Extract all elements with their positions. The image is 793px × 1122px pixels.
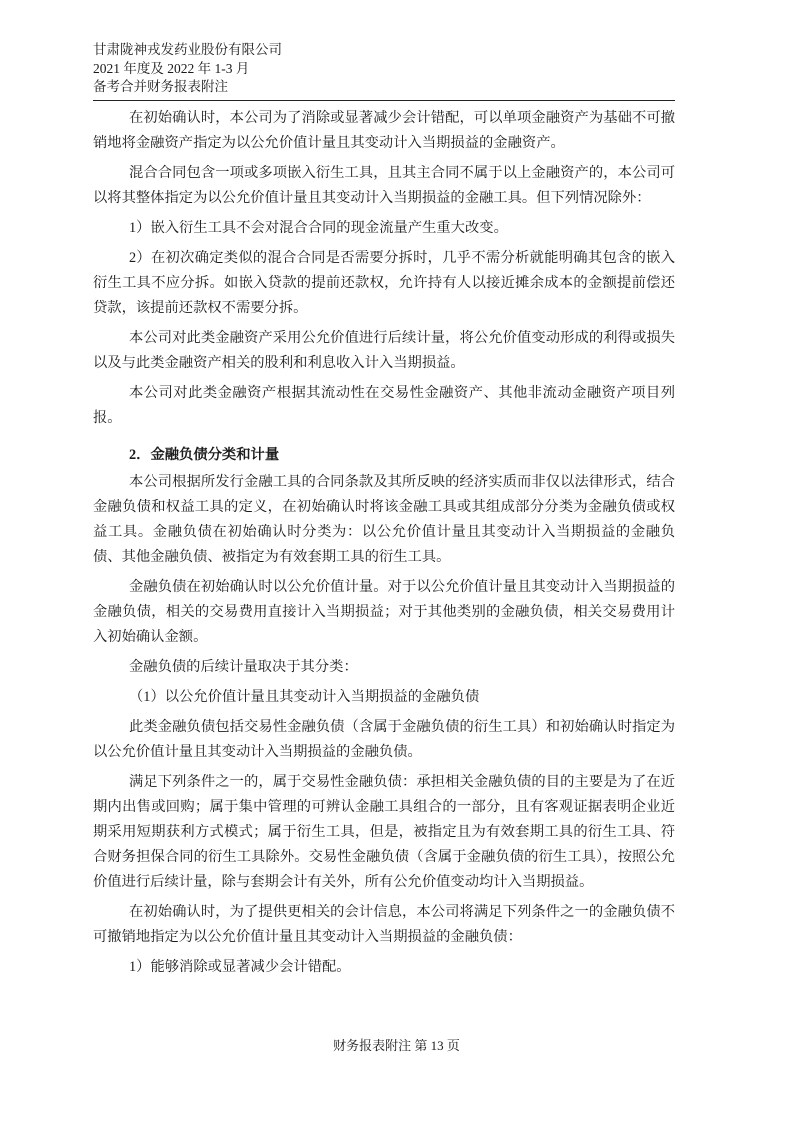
paragraph-fair-value-subsequent-measurement: 本公司对此类金融资产采用公允价值进行后续计量，将公允价值变动形成的利得或损失以及与此类金融资产相关的股利和利息收入计入当期损益。 [93, 330, 675, 371]
page-header [93, 41, 675, 101]
paragraph-hybrid-contract: 混合合同包含一项或多项嵌入衍生工具，且其主合同不属于以上金融资产的，本公司可以将其整体指定为以公允价值计量且其变动计入当期损益的金融工具。但下列情况除外： [93, 165, 675, 206]
paragraph-accounting-mismatch-designation: 在初始确认时，本公司为了消除或显著减少会计错配，可以单项金融资产为基础不可撤销地将金融资产指定为以公允价值计量且其变动计入当期损益的金融资产。 [93, 110, 675, 151]
document-body [93, 106, 675, 985]
paragraph-exception-1: 1）嵌入衍生工具不会对混合合同的现金流量产生重大改变。 [129, 220, 508, 236]
paragraph-presentation-by-liquidity: 本公司对此类金融资产根据其流动性在交易性金融资产、其他非流动金融资产项目列报。 [93, 385, 675, 426]
paragraph-exception-2: 2）在初次确定类似的混合合同是否需要分拆时，几乎不需分析就能明确其包含的嵌入衍生工具不应分拆。如嵌入贷款的提前还款权，允许持有人以接近摊余成本的金额提前偿还贷款，该提前还款权不需要分拆。 [93, 250, 675, 316]
paragraph-initial-measurement: 金融负债在初始确认时以公允价值计量。对于以公允价值计量且其变动计入当期损益的金融负债，相关的交易费用直接计入当期损益；对于其他类别的金融负债，相关交易费用计入初始确认金额。 [93, 579, 675, 645]
paragraph-condition-1-eliminate-mismatch: 1）能够消除或显著减少会计错配。 [129, 959, 351, 975]
header-company-name: 甘肃陇神戎发药业股份有限公司 [93, 42, 282, 57]
paragraph-irrevocable-designation: 在初始确认时，为了提供更相关的会计信息，本公司将满足下列条件之一的金融负债不可撤销地指定为以公允价值计量且其变动计入当期损益的金融负债： [93, 904, 675, 945]
paragraph-liability-classification-basis: 本公司根据所发行金融工具的合同条款及其所反映的经济实质而非仅以法律形式，结合金融负债和权益工具的定义，在初始确认时将该金融工具或其组成部分分类为金融负债或权益工具。金融负债在初始确认时分类为：以公允价值计量且其变动计入当期损益的金融负债、其他金融负债、被指定为有效套期工具的衍生工具。 [93, 474, 675, 565]
paragraph-trading-liability-conditions: 满足下列条件之一的，属于交易性金融负债：承担相关金融负债的目的主要是为了在近期内出售或回购；属于集中管理的可辨认金融工具组合的一部分，且有客观证据表明企业近期采用短期获利方式模式；属于衍生工具，但是，被指定且为有效套期工具的衍生工具、符合财务担保合同的衍生工具除外。交易性金融负债（含属于金融负债的衍生工具），按照公允价值进行后续计量，除与套期会计有关外，所有公允价值变动均计入当期损益。 [93, 774, 675, 890]
page-footer [0, 1037, 793, 1055]
header-document-title: 备考合并财务报表附注 [93, 79, 228, 94]
footer-page-label: 财务报表附注 第 13 页 [333, 1038, 460, 1053]
paragraph-fvtpl-subheading: （1）以公允价值计量且其变动计入当期损益的金融负债 [129, 689, 480, 705]
paragraph-subsequent-measurement-intro: 金融负债的后续计量取决于其分类： [129, 659, 358, 675]
header-report-period: 2021 年度及 2022 年 1-3 月 [93, 60, 250, 76]
paragraph-fvtpl-scope: 此类金融负债包括交易性金融负债（含属于金融负债的衍生工具）和初始确认时指定为以公允价值计量且其变动计入当期损益的金融负债。 [93, 719, 675, 760]
section-heading-financial-liabilities: 2．金融负债分类和计量 [129, 447, 280, 463]
